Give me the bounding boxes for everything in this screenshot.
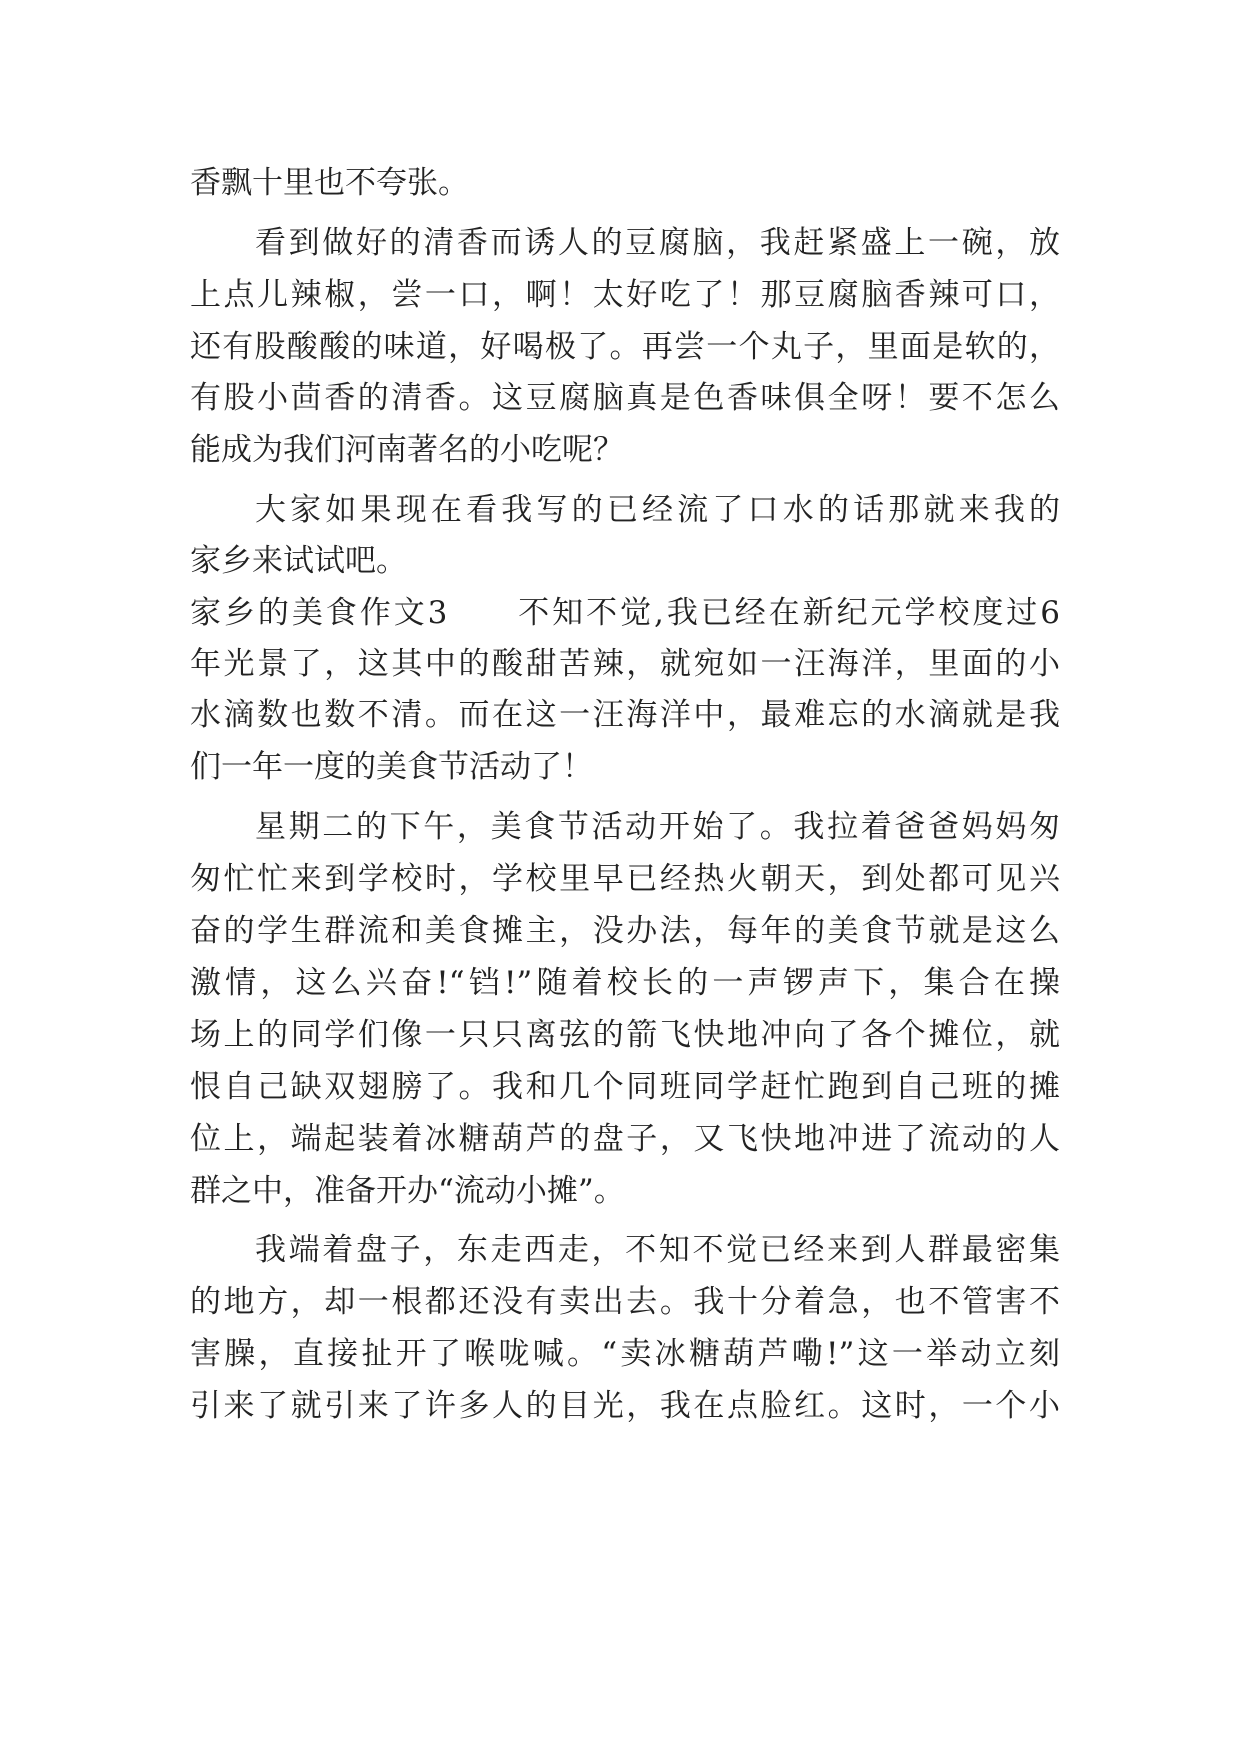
text-line: 引来了就引来了许多人的目光，我在点脸红。这时，一个小 xyxy=(190,1388,1060,1424)
text-line: 激情，这么兴奋!“铛!”随着校长的一声锣声下，集合在操 xyxy=(190,965,1060,1001)
paragraph-first-line: 大家如果现在看我写的已经流了口水的话那就来我的 xyxy=(255,492,1060,528)
paragraph-first-line: 星期二的下午，美食节活动开始了。我拉着爸爸妈妈匆 xyxy=(255,809,1060,845)
paragraph-first-line: 我端着盘子，东走西走，不知不觉已经来到人群最密集 xyxy=(255,1232,1060,1268)
text-line: 们一年一度的美食节活动了！ xyxy=(190,749,593,785)
text-line: 场上的同学们像一只只离弦的箭飞快地冲向了各个摊位，就 xyxy=(190,1017,1060,1053)
text-line: 水滴数也数不清。而在这一汪海洋中，最难忘的水滴就是我 xyxy=(190,697,1060,733)
paragraph-first-line: 看到做好的清香而诱人的豆腐脑，我赶紧盛上一碗，放 xyxy=(255,225,1060,261)
text-line: 奋的学生群流和美食摊主，没办法，每年的美食节就是这么 xyxy=(190,913,1060,949)
essay-heading-line: 家乡的美食作文3 不知不觉,我已经在新纪元学校度过6 xyxy=(190,595,1060,631)
text-line: 家乡来试试吧。 xyxy=(190,543,407,579)
text-line: 恨自己缺双翅膀了。我和几个同班同学赶忙跑到自己班的摊 xyxy=(190,1069,1060,1105)
text-line: 位上，端起装着冰糖葫芦的盘子，又飞快地冲进了流动的人 xyxy=(190,1121,1060,1157)
text-line: 害臊，直接扯开了喉咙喊。“卖冰糖葫芦嘞!”这一举动立刻 xyxy=(190,1336,1060,1372)
text-line: 年光景了，这其中的酸甜苦辣，就宛如一汪海洋，里面的小 xyxy=(190,646,1060,682)
text-line: 群之中，准备开办“流动小摊”。 xyxy=(190,1173,625,1209)
text-line: 还有股酸酸的味道，好喝极了。再尝一个丸子，里面是软的， xyxy=(190,329,1060,365)
text-line: 香飘十里也不夸张。 xyxy=(190,165,469,201)
text-line: 有股小茴香的清香。这豆腐脑真是色香味俱全呀！要不怎么 xyxy=(190,380,1060,416)
text-line: 的地方，却一根都还没有卖出去。我十分着急，也不管害不 xyxy=(190,1284,1060,1320)
text-line: 能成为我们河南著名的小吃呢？ xyxy=(190,432,624,468)
text-line: 匆忙忙来到学校时，学校里早已经热火朝天，到处都可见兴 xyxy=(190,861,1060,897)
text-line: 上点儿辣椒，尝一口，啊！太好吃了！那豆腐脑香辣可口， xyxy=(190,277,1060,313)
